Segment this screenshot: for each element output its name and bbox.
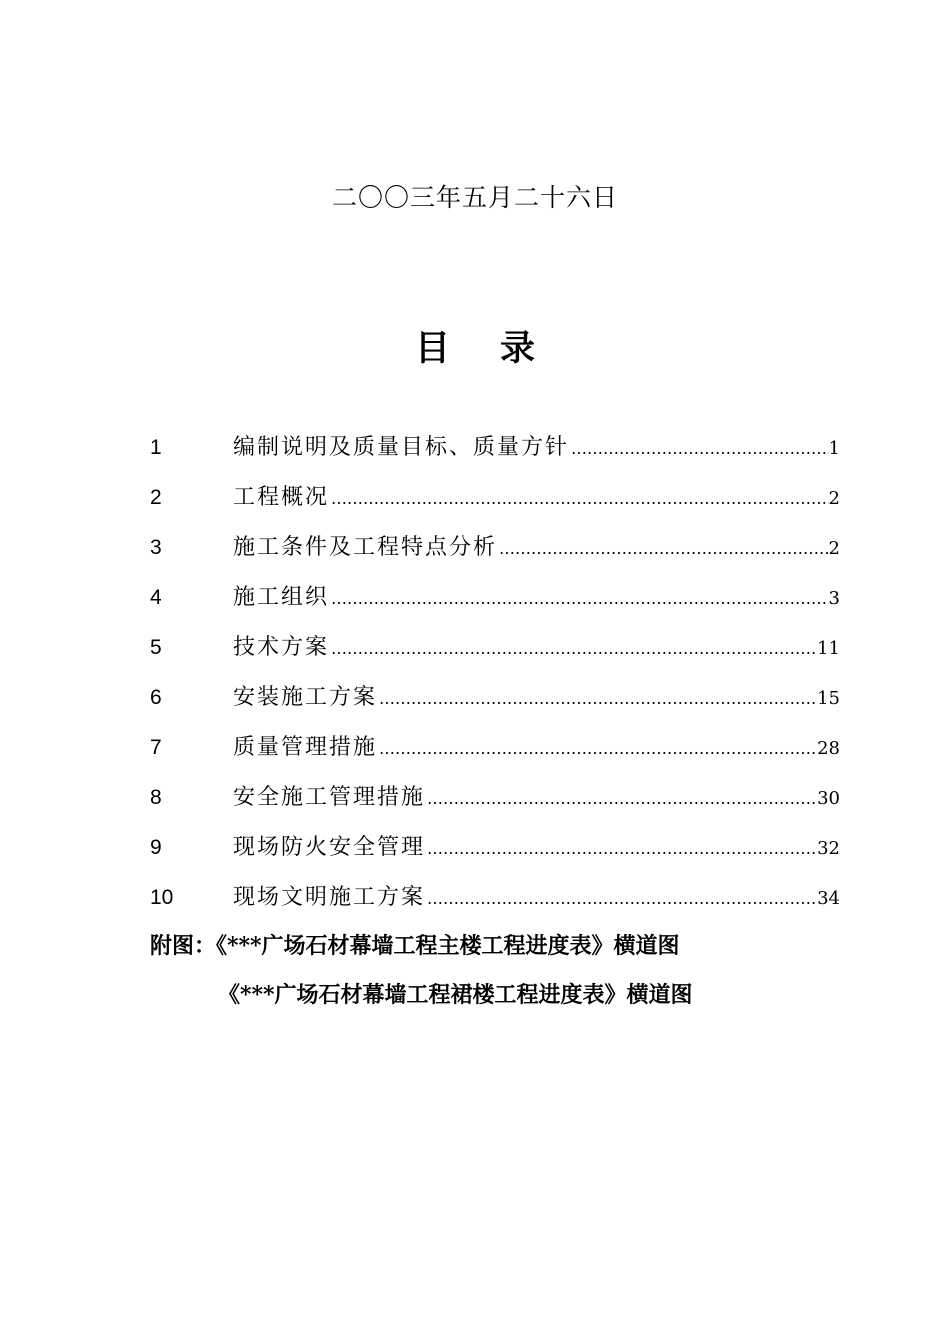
- toc-entry-number: 4: [150, 586, 162, 609]
- toc-leader-dots: [425, 826, 817, 872]
- document-date: 二〇〇三年五月二十六日: [331, 183, 618, 212]
- toc-entry-number: 10: [150, 886, 174, 909]
- toc-leader-dots: [329, 576, 829, 622]
- toc-entry-number: 6: [150, 686, 162, 709]
- toc-entry-page: 11: [817, 638, 840, 659]
- toc-entry-number: 8: [150, 786, 162, 809]
- toc-leader-dots: [329, 626, 817, 672]
- toc-entry[interactable]: [150, 875, 840, 925]
- toc-leader-dots: [425, 876, 817, 922]
- table-of-contents: [150, 425, 840, 925]
- toc-entry[interactable]: [150, 575, 840, 625]
- toc-entry-title: 现场文明施工方案: [233, 885, 426, 910]
- toc-entry-number: 5: [150, 636, 162, 659]
- toc-entry-title: 技术方案: [233, 635, 330, 660]
- toc-entry-page: 32: [817, 838, 840, 859]
- toc-entry-number: 1: [150, 436, 162, 459]
- toc-entry-page: 15: [817, 688, 840, 709]
- toc-entry-title: 工程概况: [233, 485, 330, 510]
- toc-entry[interactable]: [150, 425, 840, 475]
- toc-entry-page: 28: [817, 738, 840, 759]
- toc-entry[interactable]: [150, 725, 840, 775]
- toc-entry-page: 30: [817, 788, 840, 809]
- toc-entry[interactable]: [150, 475, 840, 525]
- toc-leader-dots: [377, 726, 817, 772]
- toc-entry-title: 安全施工管理措施: [233, 785, 426, 810]
- toc-entry-title: 施工条件及工程特点分析: [233, 535, 498, 560]
- toc-entry[interactable]: [150, 525, 840, 575]
- toc-entry-title: 安装施工方案: [233, 685, 378, 710]
- toc-entry-page: 3: [828, 588, 840, 609]
- toc-leader-dots: [329, 476, 829, 522]
- toc-entry-page: 2: [828, 488, 840, 509]
- toc-entry[interactable]: [150, 775, 840, 825]
- toc-entry-title: 现场防火安全管理: [233, 835, 426, 860]
- toc-leader-dots: [425, 776, 817, 822]
- toc-heading: 目录: [414, 328, 585, 369]
- toc-leader-dots: [569, 426, 829, 472]
- toc-leader-dots: [377, 676, 817, 722]
- toc-entry[interactable]: [150, 625, 840, 675]
- toc-entry-title: 施工组织: [233, 585, 330, 610]
- toc-entry-number: 9: [150, 836, 162, 859]
- toc-leader-dots: [497, 526, 829, 572]
- appendix-figure-podium[interactable]: 《***广场石材幕墙工程裙楼工程进度表》横道图: [218, 982, 693, 1008]
- toc-entry-number: 2: [150, 486, 162, 509]
- toc-entry-page: 2: [828, 538, 840, 559]
- toc-entry-number: 7: [150, 736, 162, 759]
- toc-entry-number: 3: [150, 536, 162, 559]
- toc-entry-title: 编制说明及质量目标、质量方针: [233, 435, 570, 460]
- toc-entry-page: 1: [828, 438, 840, 459]
- appendix-figure-main-building[interactable]: 附图：《***广场石材幕墙工程主楼工程进度表》横道图: [150, 933, 680, 959]
- toc-entry-title: 质量管理措施: [233, 735, 378, 760]
- toc-entry[interactable]: [150, 825, 840, 875]
- toc-entry-page: 34: [817, 888, 840, 909]
- toc-entry[interactable]: [150, 675, 840, 725]
